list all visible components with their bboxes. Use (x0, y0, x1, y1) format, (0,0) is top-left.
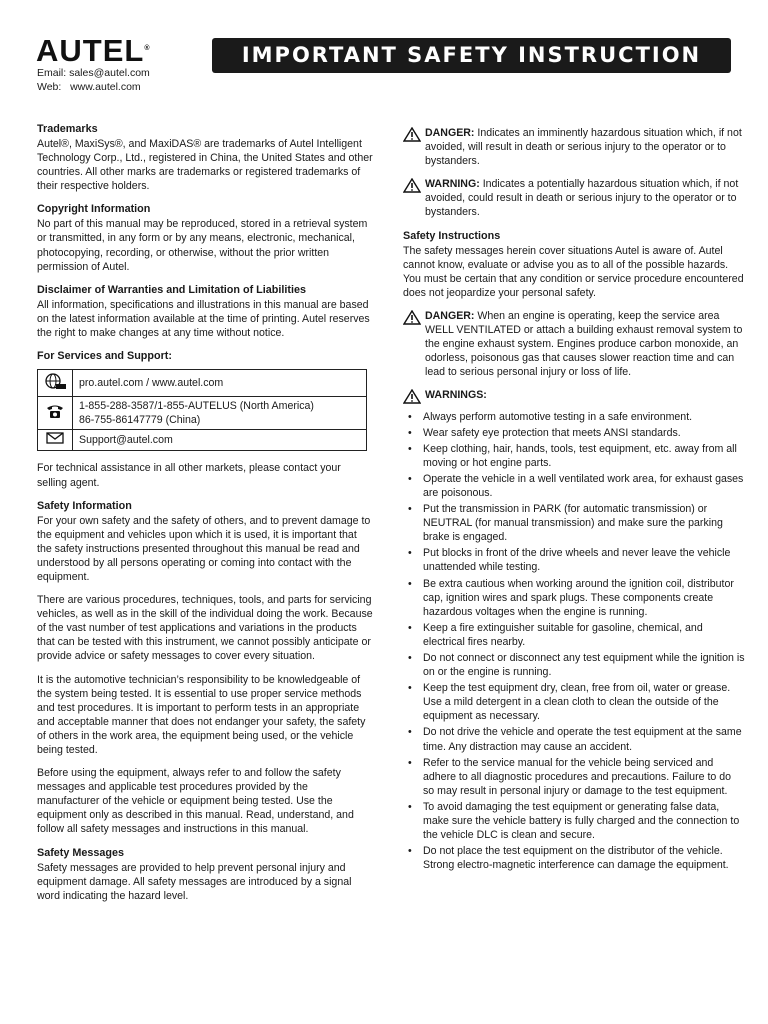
support-footer-text: For technical assistance in all other markets, please contact your selling agent. (37, 462, 341, 489)
list-item: • Do not place the test equipment on the distributor of the vehicle. Strong electro-magnetic interference can damage the equipment. (403, 844, 745, 872)
safety-instructions-text: The safety messages herein cover situations Autel is aware of. Autel cannot know, evaluate or advise you as to all of the possible hazards. You must be certain that any condition or service procedure encountered does not jeopardize your personal safety. (403, 244, 744, 299)
page-title: IMPORTANT SAFETY INSTRUCTION (212, 38, 731, 73)
safety-instructions-heading: Safety Instructions (403, 229, 501, 242)
support-email-link[interactable]: Support@autel.com (73, 430, 367, 451)
trademarks-heading: Trademarks (37, 123, 98, 135)
copyright-section (37, 202, 373, 273)
list-item: • Keep clothing, hair, hands, tools, test equipment, etc. away from all moving or hot engine parts. (403, 442, 745, 470)
email-line: Email: sales@autel.com (37, 67, 150, 79)
registered-mark: ® (144, 45, 150, 52)
disclaimer-text: All information, specifications and illustrations in this manual are based on the latest information available at the time of printing. Autel reserves the right to make changes at any time without notice. (37, 298, 370, 339)
list-item: • Put the transmission in PARK (for automatic transmission) or NEUTRAL (for manual transmission) and make sure the parking brake is engaged. (403, 502, 745, 544)
list-item: • Always perform automotive testing in a safe environment. (403, 410, 745, 424)
copyright-heading: Copyright Information (37, 203, 151, 216)
danger-definition-text: Indicates an imminently hazardous situation which, if not avoided, will result in death or serious injury to the operator or to bystanders. (425, 127, 742, 168)
phone-north-america[interactable]: 1-855-288-3587/1-855-AUTELUS (North America) (79, 400, 314, 413)
warning-triangle-icon (403, 309, 425, 379)
disclaimer-section (37, 283, 373, 340)
list-item: • Do not drive the vehicle and operate the test equipment at the same time. Any distraction may cause an accident. (403, 725, 745, 753)
right-column (403, 126, 745, 874)
support-web-link[interactable]: pro.autel.com / www.autel.com (73, 370, 367, 397)
contact-info (37, 67, 150, 94)
safety-messages-heading: Safety Messages (37, 846, 125, 859)
trademarks-text: Autel®, MaxiSys®, and MaxiDAS® are trademarks of Autel Intelligent Technology Corp., Ltd., registered in China, the United States and other countries. All other marks are trademarks or registered trademarks of their respective holders. (37, 138, 373, 193)
logo-text: AUTEL (36, 33, 145, 68)
safety-information-p1: For your own safety and the safety of others, and to prevent damage to the equipment and vehicles upon which it is used, it is important that the safety instructions presented throughout this manual be read and understood by all persons operating or coming into contact with the equipment. (37, 514, 371, 583)
support-table (37, 369, 367, 451)
support-section (37, 349, 373, 490)
support-phone-cell (73, 397, 367, 430)
phone-china[interactable]: 86-755-86147779 (China) (79, 414, 201, 427)
danger-ventilation-text: When an engine is operating, keep the service area WELL VENTILATED or attach a building exhaust removal system to the engine exhaust system. Engines produce carbon monoxide, an odorless, poisonous gas that causes slower reaction time and can lead to serious personal injury or loss of life. (425, 309, 743, 379)
list-item: • Put blocks in front of the drive wheels and never leave the vehicle unattended while testing. (403, 546, 745, 574)
warning-triangle-icon (403, 177, 425, 219)
support-row-mail (38, 430, 367, 451)
warning-label: WARNING: (425, 178, 480, 191)
warning-triangle-icon (403, 126, 425, 168)
safety-instructions-section (403, 229, 745, 300)
warning-definition-text: Indicates a potentially hazardous situation which, if not avoided, could result in death or serious injury to the operator or to bystanders. (425, 178, 739, 219)
mail-icon (38, 430, 73, 451)
copyright-text: No part of this manual may be reproduced, stored in a retrieval system or transmitted, in any form or by any means, electronic, mechanical, photocopying, recording, or otherwise, without the prior written permission of Autel. (37, 218, 368, 273)
safety-information-p3: It is the automotive technician’s responsibility to be knowledgeable of the system being tested. It is essential to use proper service methods and test procedures. It is important to perform tests in an appropriate and acceptable manner that does not endanger your safety, the safety of others in the work area, the equipment being used, or the vehicle being tested. (37, 673, 366, 756)
danger-label: DANGER: (425, 309, 475, 322)
danger-definition (403, 126, 745, 168)
list-item: • Refer to the service manual for the vehicle being serviced and adhere to all diagnostic procedures and precautions. Failure to do so may result in personal injury or damage to the test equipment. (403, 756, 745, 798)
support-row-phone (38, 397, 367, 430)
list-item: • Operate the vehicle in a well ventilated work area, for exhaust gases are poisonous. (403, 472, 745, 500)
safety-messages-section (37, 846, 373, 903)
support-row-web (38, 370, 367, 397)
warning-definition (403, 177, 745, 219)
warnings-section (403, 388, 745, 872)
safety-messages-text: Safety messages are provided to help prevent personal injury and equipment damage. All safety messages are introduced by a signal word indicating the hazard level. (37, 861, 352, 902)
support-heading: For Services and Support: (37, 350, 172, 363)
danger-ventilation (403, 309, 745, 379)
list-item: • Wear safety eye protection that meets ANSI standards. (403, 426, 745, 440)
list-item: • Keep a fire extinguisher suitable for gasoline, chemical, and electrical fires nearby. (403, 621, 745, 649)
warnings-header (403, 388, 745, 408)
autel-logo (36, 34, 150, 68)
list-item: • Be extra cautious when working around the ignition coil, distributor cap, ignition wires and spark plugs. These components create hazardous voltages when the engine is running. (403, 577, 745, 619)
warnings-list (403, 410, 745, 873)
web-icon (38, 370, 73, 397)
warning-triangle-icon (403, 388, 425, 408)
left-column (37, 122, 373, 912)
danger-label: DANGER: (425, 127, 475, 139)
safety-information-p4: Before using the equipment, always refer to and follow the safety messages and applicable test procedures provided by the manufacturer of the vehicle or equipment being tested. Use the equipment only as described in this manual. Read, understand, and follow all safety messages and instructions in this manual. (37, 767, 354, 836)
safety-information-heading: Safety Information (37, 499, 132, 512)
list-item: • Keep the test equipment dry, clean, free from oil, water or grease. Use a mild detergent in a clean cloth to clean the outside of the equipment as necessary. (403, 681, 745, 723)
trademarks-section (37, 122, 373, 193)
list-item: • Do not connect or disconnect any test equipment while the ignition is on or the engine is running. (403, 651, 745, 679)
safety-information-section (37, 499, 373, 837)
safety-information-p2: There are various procedures, techniques, tools, and parts for servicing vehicles, as well as in the skill of the individual doing the work. Because of the vast number of test applications and variations in the products that can be tested with this instrument, we cannot possibly anticipate or provide advice or safety messages to cover every situation. (37, 594, 373, 663)
disclaimer-heading: Disclaimer of Warranties and Limitation of Liabilities (37, 283, 306, 296)
phone-icon (38, 397, 73, 430)
web-line: Web: www.autel.com (37, 80, 141, 93)
warnings-label: WARNINGS: (425, 389, 487, 402)
list-item: • To avoid damaging the test equipment or generating false data, make sure the vehicle battery is fully charged and the connection to the vehicle DLC is clean and secure. (403, 800, 745, 842)
